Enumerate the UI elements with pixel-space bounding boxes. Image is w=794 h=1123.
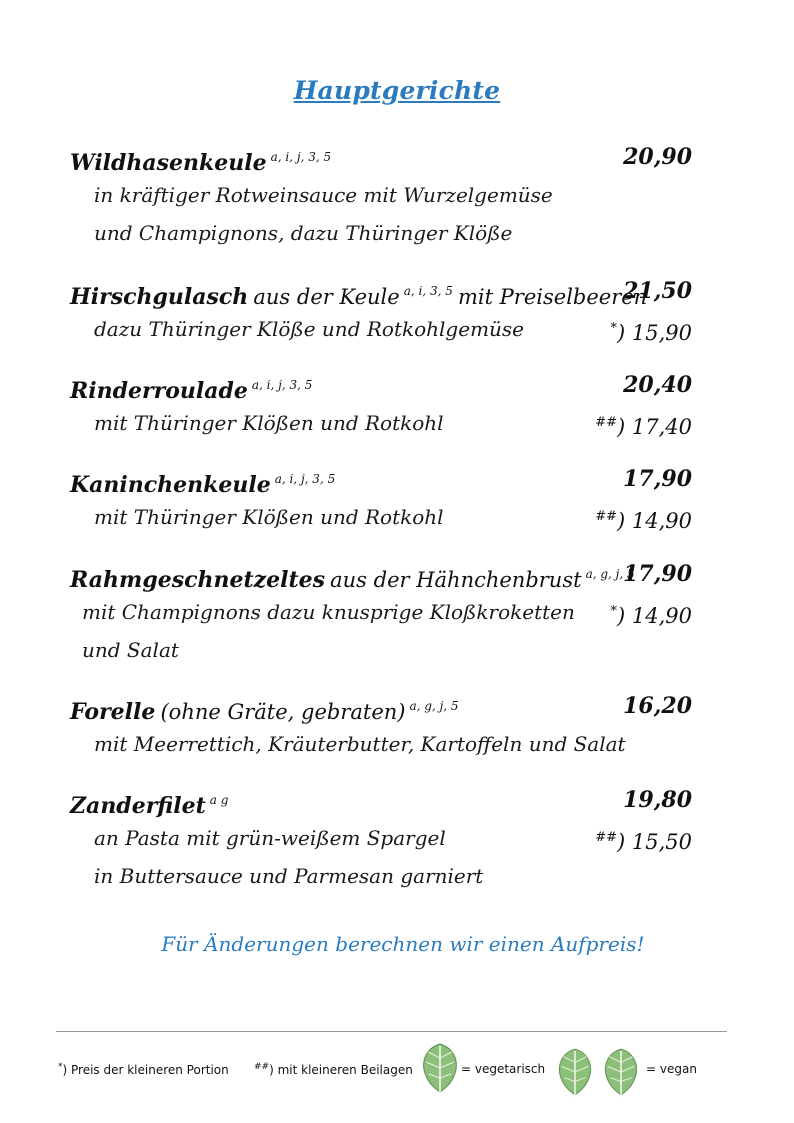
price-footnote-mark: * — [610, 321, 617, 336]
legend — [56, 1040, 746, 1102]
dish-price: 21,50 — [623, 278, 692, 304]
price-footnote-mark: * — [610, 604, 617, 619]
legend-text: ) Preis der kleineren Portion — [62, 1063, 229, 1077]
small-portion-price: ##) 14,90 — [595, 509, 692, 533]
dish-kaninchenkeule — [70, 460, 692, 536]
dish-price: 16,20 — [623, 693, 692, 719]
dish-hirschgulasch — [70, 272, 692, 348]
dish-description: dazu Thüringer Klöße und Rotkohlgemüse — [94, 317, 525, 341]
dish-name: Kaninchenkeule — [70, 472, 271, 498]
allergen-codes: a, i, j, 3, 5 — [251, 378, 313, 392]
dish-description: mit Meerrettich, Kräuterbutter, Kartoffeln und Salat — [94, 732, 626, 756]
small-price-value: 15,50 — [631, 830, 692, 854]
dish-price: 17,90 — [623, 561, 692, 587]
allergen-codes: a, g, j, 5 — [585, 567, 635, 581]
dish-wildhasenkeule — [70, 138, 692, 252]
small-portion-price: ##) 17,40 — [595, 415, 692, 439]
dish-name: Hirschgulasch — [70, 284, 249, 310]
dish-name-detail: aus der Keule — [253, 285, 400, 309]
legend-vegan: = vegan — [646, 1062, 697, 1076]
price-footnote-mark: ## — [595, 415, 617, 430]
dish-price: 20,90 — [623, 144, 692, 170]
dish-description: in Buttersauce und Parmesan garniert — [94, 864, 484, 888]
dish-name-detail: aus der Hähnchenbrust — [330, 568, 582, 592]
small-portion-price: *) 15,90 — [610, 321, 692, 345]
legend-small-sides — [254, 1062, 413, 1077]
small-price-value: 14,90 — [631, 509, 692, 533]
dish-price: 20,40 — [623, 372, 692, 398]
dish-price: 17,90 — [623, 466, 692, 492]
small-price-value: 14,90 — [631, 604, 692, 628]
dish-name: Rinderroulade — [70, 378, 248, 404]
vegan-leaf-icon — [554, 1044, 596, 1100]
allergen-codes: a, i, j, 3, 5 — [270, 150, 332, 164]
footer-divider — [56, 1031, 727, 1032]
price-footnote-mark: ## — [595, 509, 617, 524]
dish-name: Rahmgeschnetzeltes — [70, 567, 326, 593]
price-footnote-mark: ## — [595, 830, 617, 845]
dish-name: Forelle — [70, 699, 156, 725]
dish-name: Zanderfilet — [70, 793, 206, 819]
vegetarian-leaf-icon — [418, 1040, 462, 1096]
dish-description: mit Thüringer Klößen und Rotkohl — [94, 505, 444, 529]
small-price-value: 15,90 — [631, 321, 692, 345]
dish-description: an Pasta mit grün-weißem Spargel — [94, 826, 446, 850]
allergen-codes: a g — [209, 793, 229, 807]
dish-zanderfilet — [70, 781, 692, 895]
legend-mark: * — [58, 1062, 63, 1072]
surcharge-note: Für Änderungen berechnen wir einen Aufpreis! — [161, 932, 645, 956]
dish-name-detail: (ohne Gräte, gebraten) — [160, 700, 406, 724]
dish-rahmgeschnetzeltes — [70, 555, 692, 669]
dish-rinderroulade — [70, 366, 692, 442]
dish-description: mit Thüringer Klößen und Rotkohl — [94, 411, 444, 435]
legend-mark: ## — [254, 1062, 270, 1072]
legend-text: ) mit kleineren Beilagen — [269, 1063, 413, 1077]
dish-description: und Salat — [82, 638, 179, 662]
page-title: Hauptgerichte — [293, 76, 501, 105]
dish-name-suffix: mit Preiselbeeren — [457, 285, 648, 309]
dish-description: mit Champignons dazu knusprige Kloßkroketten — [82, 600, 575, 624]
allergen-codes: a, g, j, 5 — [409, 699, 459, 713]
dish-description: in kräftiger Rotweinsauce mit Wurzelgemüse — [94, 183, 553, 207]
dish-forelle — [70, 687, 692, 763]
dish-name: Wildhasenkeule — [70, 150, 267, 176]
small-price-value: 17,40 — [631, 415, 692, 439]
dish-price: 19,80 — [623, 787, 692, 813]
allergen-codes: a, i, j, 3, 5 — [274, 472, 336, 486]
legend-vegetarian: = vegetarisch — [461, 1062, 546, 1076]
small-portion-price: ##) 15,50 — [595, 830, 692, 854]
vegan-leaf-icon — [600, 1044, 642, 1100]
allergen-codes: a, i, 3, 5 — [403, 284, 453, 298]
legend-small-portion — [58, 1062, 229, 1077]
small-portion-price: *) 14,90 — [610, 604, 692, 628]
dish-description: und Champignons, dazu Thüringer Klöße — [94, 221, 513, 245]
